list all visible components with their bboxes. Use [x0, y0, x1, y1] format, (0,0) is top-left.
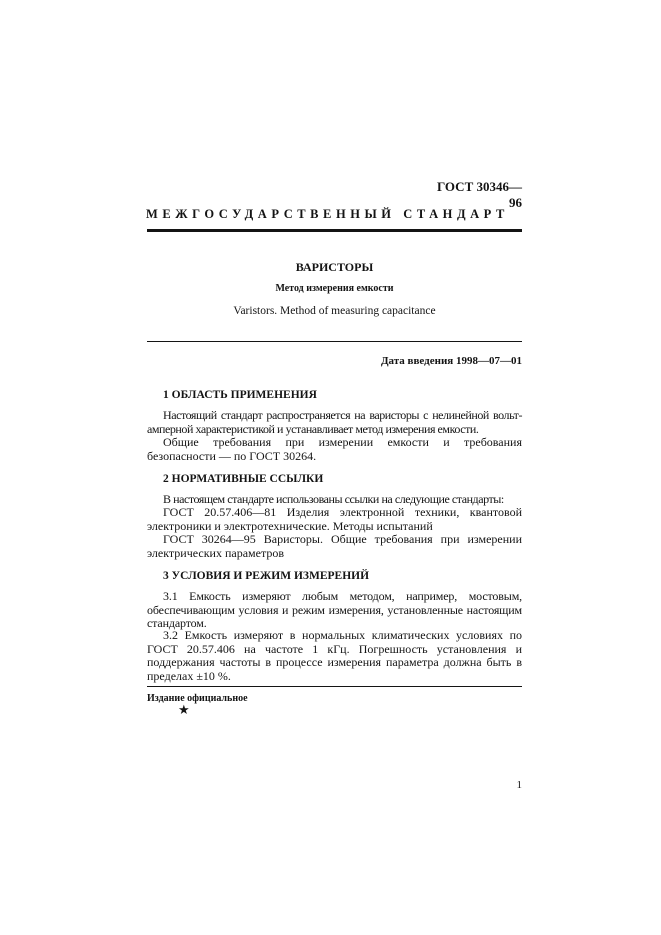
section-paragraph: ГОСТ 30264—95 Варисторы. Общие требования при измерении электрических параметров: [147, 532, 522, 560]
section-paragraph: 3.2 Емкость измеряют в нормальных климатических условиях по ГОСТ 20.57.406 на частоте 1 кГц. Погрешность установления и поддержания частоты в процессе измерения параметра должна быть в пределах ±10 %.: [147, 628, 522, 684]
section-paragraph: ГОСТ 20.57.406—81 Изделия электронной техники, квантовой электроники и электротехнические. Методы испытаний: [147, 505, 522, 533]
section-heading: 3 УСЛОВИЯ И РЕЖИМ ИЗМЕРЕНИЙ: [163, 570, 370, 582]
section-paragraph: 3.1 Емкость измеряют любым методом, например, мостовым, обеспечивающим условия и режим измерения, установленные настоящим стандартом.: [147, 589, 522, 631]
standard-type-heading: МЕЖГОСУДАРСТВЕННЫЙ СТАНДАРТ: [146, 207, 509, 221]
introduction-date: Дата введения 1998—07—01: [380, 355, 522, 367]
footer-divider: [147, 686, 522, 687]
section-paragraph: Общие требования при измерении емкости и требования безопасности — по ГОСТ 30264.: [147, 435, 522, 463]
title-divider: [147, 341, 522, 342]
official-edition-label: Издание официальное: [147, 693, 248, 704]
section-paragraph: В настоящем стандарте использованы ссылки на следующие стандарты:: [163, 492, 504, 506]
star-icon: ★: [178, 702, 190, 717]
document-title: ВАРИСТОРЫ: [295, 260, 374, 274]
section-paragraph: Настоящий стандарт распространяется на варисторы с нелинейной вольт-амперной характеристикой и устанавливает метод измерения емкости.: [147, 408, 522, 436]
document-subtitle: Метод измерения емкости: [275, 283, 394, 294]
gost-number: ГОСТ 30346—96: [436, 179, 522, 210]
header-divider: [147, 229, 522, 232]
section-heading: 1 ОБЛАСТЬ ПРИМЕНЕНИЯ: [163, 389, 317, 401]
section-heading: 2 НОРМАТИВНЫЕ ССЫЛКИ: [163, 473, 324, 485]
document-title-english: Varistors. Method of measuring capacitance: [233, 305, 436, 317]
page-number: 1: [516, 779, 522, 791]
